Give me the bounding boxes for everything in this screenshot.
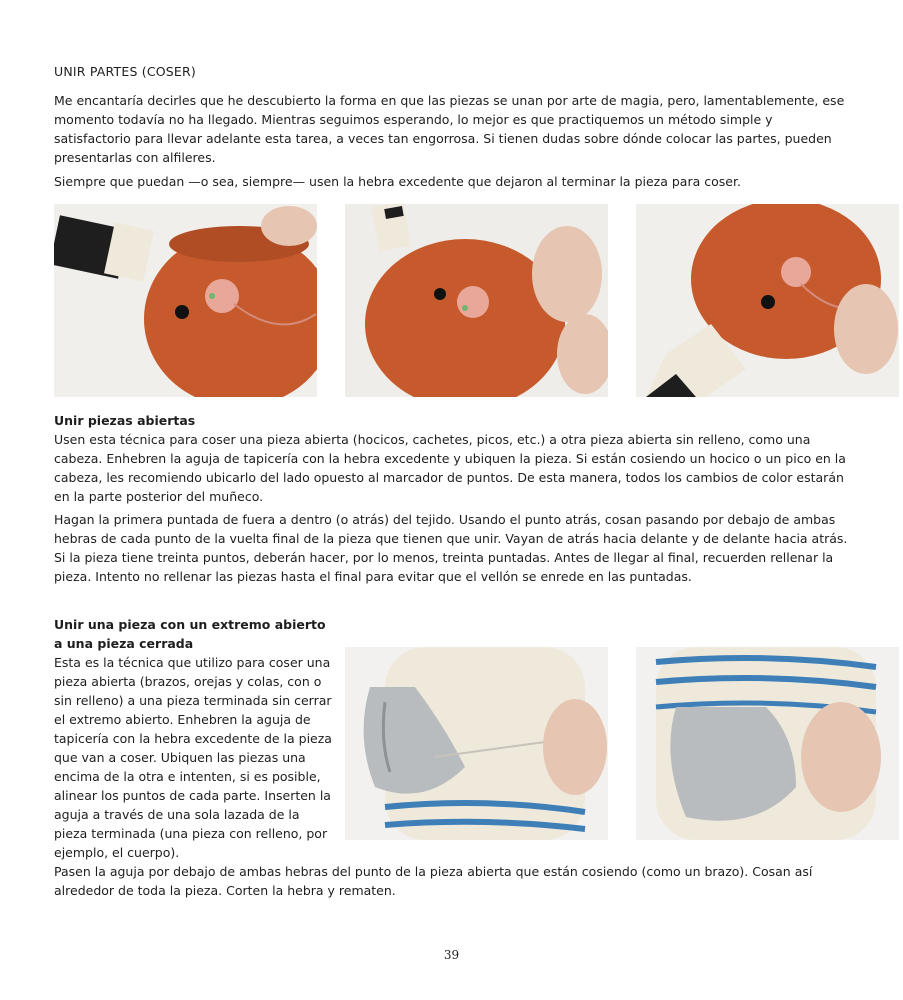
open-pieces-paragraph-2 xyxy=(54,510,851,586)
open-pieces-text-2: Hagan la primera puntada de fuera a dentro (o atrás) del tejido. Usando el punto atrás, cosan pasando por debajo de ambas hebras de cada punto de la vuelta final de la pieza que tienen que unir. Vayan de atrás hacia delante y de delante hacia atrás. Si la pieza tiene treinta puntos, deberán hacer, por lo menos, treinta puntadas. Antes de llegar al final, recuerden rellenar la pieza. Intento no rellenar las piezas hasta el final para evitar que el vellón se enrede en las puntadas. xyxy=(54,512,848,584)
photo-fox-head-2 xyxy=(345,204,608,397)
photo-body-arm-2 xyxy=(636,647,899,840)
intro-paragraph-2 xyxy=(54,172,854,191)
open-pieces-text-1: Usen esta técnica para coser una pieza abierta (hocicos, cachetes, picos, etc.) a otra pieza abierta sin relleno, como una cabeza. Enhebren la aguja de tapicería con la hebra excedente y ubiquen la pieza. Si están cosiendo un hocico o un pico en la cabeza, les recomiendo ubicarlo del lado opuesto al marcador de puntos. De esta manera, todos los cambios de color estarán en la parte posterior del muñeco. xyxy=(54,432,846,504)
intro-text-1: Me encantaría decirles que he descubierto la forma en que las piezas se unan por arte de magia, pero, lamentablemente, ese momento todavía no ha llegado. Mientras seguimos esperando, lo mejor es que practiquemos un método simple y satisfactorio para llevar adelante esta tarea, a veces tan engorrosa. Si tienen dudas sobre dónde colocar las partes, pueden presentarlas con alfileres. xyxy=(54,93,845,165)
photo-body-arm-1 xyxy=(345,647,608,840)
section-title: UNIR PARTES (COSER) xyxy=(54,64,196,79)
open-to-closed-section xyxy=(54,615,334,862)
open-to-closed-text-1: Esta es la técnica que utilizo para coser una pieza abierta (brazos, orejas y colas, con o sin relleno) a una pieza terminada sin cerrar el extremo abierto. Enhebren la aguja de tapicería con la hebra excedente de la pieza que van a coser. Ubiquen las piezas una encima de la otra e intenten, si es posible, alinear los puntos de cada parte. Inserten la aguja a través de una sola lazada de la pieza terminada (una pieza con relleno, por ejemplo, el cuerpo). xyxy=(54,655,332,860)
photo-fox-head-1 xyxy=(54,204,317,397)
photo-fox-head-3 xyxy=(636,204,899,397)
open-to-closed-heading-2: a una pieza cerrada xyxy=(54,636,194,651)
open-to-closed-text-2: Pasen la aguja por debajo de ambas hebras del punto de la pieza abierta que están cosiendo (como un brazo). Cosan así alrededor de toda la pieza. Corten la hebra y rematen. xyxy=(54,864,813,898)
open-to-closed-paragraph-2 xyxy=(54,862,851,900)
open-pieces-section xyxy=(54,411,851,506)
intro-text-2: Siempre que puedan —o sea, siempre— usen la hebra excedente que dejaron al terminar la pieza para coser. xyxy=(54,174,741,189)
open-to-closed-heading-1: Unir una pieza con un extremo abierto xyxy=(54,617,326,632)
page-number: 39 xyxy=(443,948,460,962)
open-pieces-heading: Unir piezas abiertas xyxy=(54,413,196,428)
intro-paragraph-1 xyxy=(54,91,849,167)
